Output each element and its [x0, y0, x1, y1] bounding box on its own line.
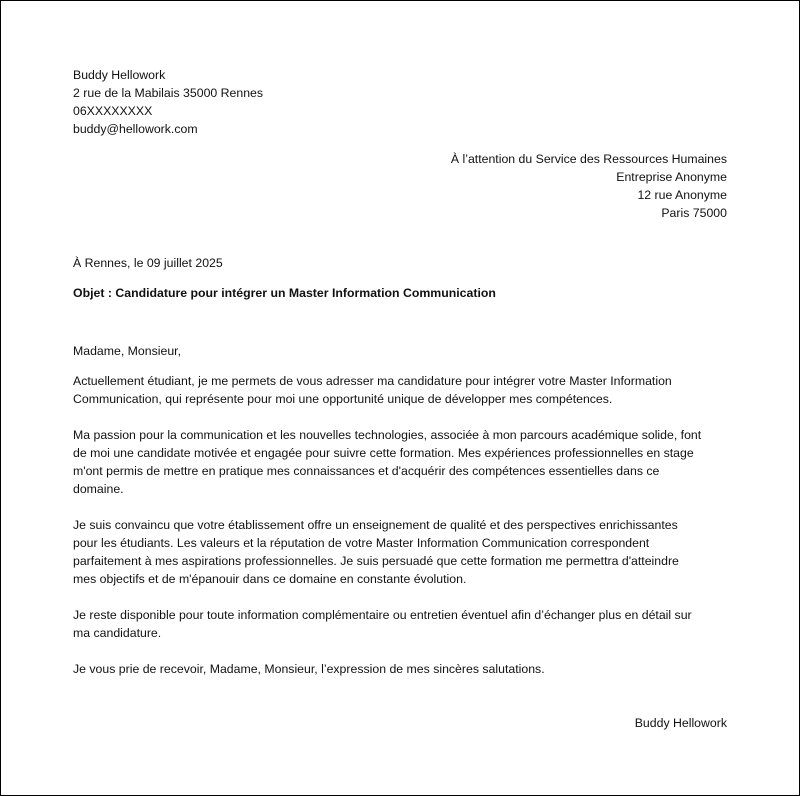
sender-address: 2 rue de la Mabilais 35000 Rennes: [73, 86, 264, 100]
paragraph-line: Je vous prie de recevoir, Madame, Monsieur, l’expression de mes sincères salutations.: [73, 662, 545, 676]
body-paragraph: [73, 426, 733, 498]
letter-subject: Objet : Candidature pour intégrer un Master Information Communication: [73, 286, 496, 300]
sender-phone: 06XXXXXXXX: [73, 104, 153, 118]
recipient-block: [451, 150, 727, 222]
letter-greeting: Madame, Monsieur,: [73, 344, 181, 358]
paragraph-line: m'ont permis de mettre en pratique mes connaissances et d'acquérir des compétences essentielles dans ce: [73, 464, 660, 478]
recipient-company: Entreprise Anonyme: [616, 170, 727, 184]
paragraph-line: parfaitement à mes aspirations professionnelles. Je suis persuadé que cette formation me permettra d'atteindre: [73, 554, 679, 568]
paragraph-line: Actuellement étudiant, je me permets de vous adresser ma candidature pour intégrer votre Master Information: [73, 374, 672, 388]
paragraph-line: domaine.: [73, 482, 124, 496]
paragraph-line: ma candidature.: [73, 626, 162, 640]
body-paragraph: [73, 606, 733, 642]
paragraph-line: Ma passion pour la communication et les nouvelles technologies, associée à mon parcours académique solide, font: [73, 428, 702, 442]
paragraph-line: Je reste disponible pour toute information complémentaire ou entretien éventuel afin d’échanger plus en détail sur: [73, 608, 692, 622]
sender-block: [73, 66, 263, 138]
sender-email: buddy@hellowork.com: [73, 122, 198, 136]
paragraph-line: pour les étudiants. Les valeurs et la réputation de votre Master Information Communication correspondent: [73, 536, 650, 550]
paragraph-line: mes objectifs et de m'épanouir dans ce domaine en constante évolution.: [73, 572, 467, 586]
signature: Buddy Hellowork: [634, 716, 727, 730]
letter-date: À Rennes, le 09 juillet 2025: [73, 256, 223, 270]
sender-name: Buddy Hellowork: [73, 68, 166, 82]
paragraph-line: Je suis convaincu que votre établissement offre un enseignement de qualité et des perspectives enrichissantes: [73, 518, 678, 532]
paragraph-line: de moi une candidate motivée et engagée pour suivre cette formation. Mes expériences professionnelles en stage: [73, 446, 694, 460]
recipient-street: 12 rue Anonyme: [637, 188, 727, 202]
body-paragraph: [73, 516, 733, 588]
recipient-attention: À l’attention du Service des Ressources Humaines: [450, 152, 727, 166]
closing-paragraph: [73, 660, 733, 678]
paragraph-line: Communication, qui représente pour moi une opportunité unique de développer mes compétences.: [73, 392, 613, 406]
recipient-city: Paris 75000: [661, 206, 727, 220]
body-paragraph: [73, 372, 733, 408]
